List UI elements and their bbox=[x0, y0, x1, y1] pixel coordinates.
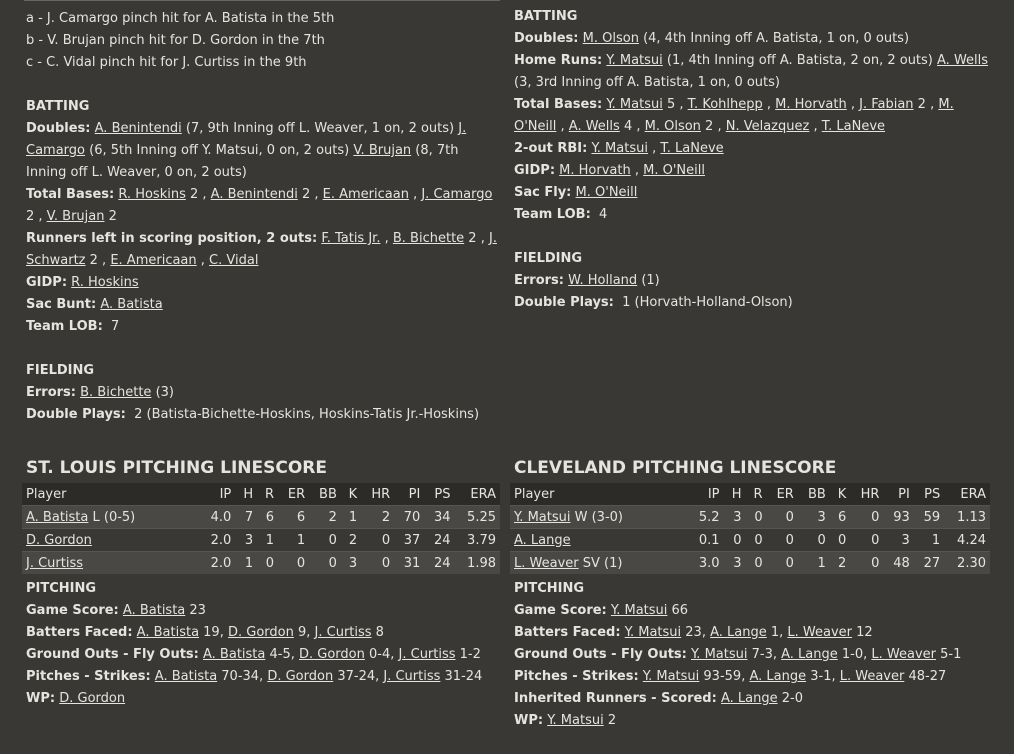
player-link[interactable]: Y. Matsui bbox=[642, 669, 700, 684]
stl-column bbox=[26, 8, 500, 426]
player-link[interactable]: M. Olson bbox=[582, 31, 639, 46]
player-link[interactable]: A. Lange bbox=[710, 625, 767, 640]
player-link[interactable]: A. Batista bbox=[154, 669, 218, 684]
table-header: Player IP H R ER BB K HR PI PS ERA bbox=[22, 483, 500, 506]
player-link[interactable]: J. Camargo bbox=[421, 187, 493, 202]
player-link[interactable]: J. Curtiss bbox=[26, 555, 84, 571]
player-link[interactable]: M. O'Neill bbox=[514, 97, 954, 134]
stl-team-lob: Team LOB: 7 bbox=[26, 319, 120, 334]
player-link[interactable]: V. Brujan bbox=[46, 209, 105, 224]
player-link[interactable]: T. LaNeve bbox=[660, 141, 724, 156]
player-link[interactable]: A. Lange bbox=[514, 532, 571, 548]
player-link[interactable]: B. Bichette bbox=[392, 231, 465, 246]
player-link[interactable]: A. Batista bbox=[203, 647, 266, 662]
cle-total-bases: Total Bases: Y. Matsui 5 , T. Kohlhepp , M. Horvath , J. Fabian 2 , M. O'Neill , A. Wells 4 , M. Olson 2 , N. Velazquez , T. LaNeve bbox=[514, 97, 954, 134]
cle-fielding-heading: FIELDING bbox=[514, 251, 583, 266]
player-link[interactable]: Y. Matsui bbox=[691, 647, 748, 662]
player-link[interactable]: A. Benintendi bbox=[210, 187, 298, 202]
player-link[interactable]: M. Horvath bbox=[775, 97, 847, 112]
player-link[interactable]: A. Batista bbox=[122, 603, 186, 618]
cle-double-plays: Double Plays: 1 (Horvath-Holland-Olson) bbox=[514, 295, 793, 310]
cle-team-lob: Team LOB: 4 bbox=[514, 207, 608, 222]
player-link[interactable]: A. Batista bbox=[100, 297, 163, 312]
cle-sac-fly: Sac Fly: M. O'Neill bbox=[514, 185, 638, 200]
stl-pitching-title: ST. LOUIS PITCHING LINESCORE bbox=[26, 458, 327, 478]
player-link[interactable]: N. Velazquez bbox=[725, 119, 810, 134]
player-link[interactable]: J. Camargo bbox=[26, 121, 467, 158]
player-link[interactable]: Y. Matsui bbox=[606, 53, 663, 68]
table-row: D. Gordon 2.0 3 1 1 0 2 0 37 24 3.79 bbox=[22, 529, 500, 552]
cle-column bbox=[514, 6, 990, 314]
player-link[interactable]: E. Americaan bbox=[110, 253, 197, 268]
player-link[interactable]: V. Brujan bbox=[353, 143, 412, 158]
player-link[interactable]: A. Batista bbox=[136, 625, 200, 640]
stl-batting-heading: BATTING bbox=[26, 99, 90, 114]
cle-home-runs: Home Runs: Y. Matsui (1, 4th Inning off A. Batista, 2 on, 2 outs) A. Wells (3, 3rd Inning off A. Batista, 1 on, 0 outs) bbox=[514, 53, 989, 90]
player-link[interactable]: D. Gordon bbox=[59, 691, 126, 706]
player-link[interactable]: L. Weaver bbox=[839, 669, 905, 684]
cle-pitching-title: CLEVELAND PITCHING LINESCORE bbox=[514, 458, 837, 478]
player-link[interactable]: R. Hoskins bbox=[118, 187, 186, 202]
stl-fielding-heading: FIELDING bbox=[26, 363, 95, 378]
player-link[interactable]: D. Gordon bbox=[299, 647, 365, 662]
cle-pitching-details: PITCHING Game Score: Y. Matsui 66 Batters Faced: Y. Matsui 23, A. Lange 1, L. Weaver 12 Ground Outs - Fly Outs: Y. Matsui 7-3, A. Lange 1-0, L. Weaver 5-1 Pitches - Strikes: Y. Matsui 93-59, A. Lange 3-1, L. Weaver 48-27 Inherited Runners - Scored: A. Lange 2-0 WP: Y. Matsui 2 bbox=[514, 578, 990, 732]
player-link[interactable]: J. Curtiss bbox=[398, 647, 456, 662]
player-link[interactable]: C. Vidal bbox=[209, 253, 259, 268]
player-link[interactable]: Y. Matsui bbox=[610, 603, 668, 618]
player-link[interactable]: A. Wells bbox=[937, 53, 989, 68]
player-link[interactable]: L. Weaver bbox=[871, 647, 937, 662]
stl-risp: Runners left in scoring position, 2 outs: F. Tatis Jr. , B. Bichette 2 , J. Schwartz 2 , E. Americaan , C. Vidal bbox=[26, 231, 497, 268]
player-link[interactable]: A. Lange bbox=[720, 691, 778, 706]
player-link[interactable]: J. Schwartz bbox=[26, 231, 497, 268]
player-link[interactable]: J. Fabian bbox=[859, 97, 914, 112]
player-link[interactable]: M. Horvath bbox=[559, 163, 631, 178]
cle-gidp: GIDP: M. Horvath , M. O'Neill bbox=[514, 163, 705, 178]
player-link[interactable]: J. Curtiss bbox=[383, 669, 441, 684]
player-link[interactable]: Y. Matsui bbox=[624, 625, 682, 640]
player-link[interactable]: E. Americaan bbox=[322, 187, 409, 202]
player-link[interactable]: T. Kohlhepp bbox=[687, 97, 763, 112]
stl-gidp: GIDP: R. Hoskins bbox=[26, 275, 139, 290]
player-link[interactable]: W. Holland bbox=[568, 273, 638, 288]
player-link[interactable]: M. O'Neill bbox=[643, 163, 705, 178]
stl-pitching-heading: PITCHING bbox=[26, 581, 97, 596]
stl-doubles: Doubles: A. Benintendi (7, 9th Inning off L. Weaver, 1 on, 2 outs) J. Camargo (6, 5th Inning off Y. Matsui, 0 on, 2 outs) V. Brujan (8, 7th Inning off L. Weaver, 0 on, 2 outs) bbox=[26, 121, 467, 180]
player-link[interactable]: A. Wells bbox=[568, 119, 620, 134]
stl-note-c: c - C. Vidal pinch hit for J. Curtiss in the 9th bbox=[26, 55, 307, 70]
player-link[interactable]: L. Weaver bbox=[787, 625, 853, 640]
player-link[interactable]: A. Lange bbox=[749, 669, 807, 684]
cle-pitching-table bbox=[510, 483, 990, 574]
cle-pitching-heading: PITCHING bbox=[514, 581, 585, 596]
player-link[interactable]: L. Weaver bbox=[514, 555, 579, 571]
cle-errors: Errors: W. Holland (1) bbox=[514, 273, 660, 288]
table-row: J. Curtiss 2.0 1 0 0 0 3 0 31 24 1.98 bbox=[22, 552, 500, 575]
stl-note-a: a - J. Camargo pinch hit for A. Batista in the 5th bbox=[26, 11, 335, 26]
table-row: A. Batista L (0-5) 4.0 7 6 6 2 1 2 70 34 5.25 bbox=[22, 506, 500, 529]
stl-errors: Errors: B. Bichette (3) bbox=[26, 385, 174, 400]
player-link[interactable]: A. Batista bbox=[26, 509, 89, 525]
stl-note-b: b - V. Brujan pinch hit for D. Gordon in the 7th bbox=[26, 33, 325, 48]
player-link[interactable]: Y. Matsui bbox=[591, 141, 648, 156]
stl-total-bases: Total Bases: R. Hoskins 2 , A. Benintendi 2 , E. Americaan , J. Camargo 2 , V. Brujan 2 bbox=[26, 187, 493, 224]
player-link[interactable]: Y. Matsui bbox=[606, 97, 663, 112]
player-link[interactable]: M. O'Neill bbox=[575, 185, 638, 200]
player-link[interactable]: F. Tatis Jr. bbox=[321, 231, 381, 246]
stl-double-plays: Double Plays: 2 (Batista-Bichette-Hoskins, Hoskins-Tatis Jr.-Hoskins) bbox=[26, 407, 480, 422]
player-link[interactable]: J. Curtiss bbox=[314, 625, 372, 640]
player-link[interactable]: Y. Matsui bbox=[547, 713, 604, 728]
player-link[interactable]: T. LaNeve bbox=[821, 119, 886, 134]
table-row: L. Weaver SV (1) 3.0 3 0 0 1 2 0 48 27 2.30 bbox=[510, 552, 990, 575]
cle-two-out-rbi: 2-out RBI: Y. Matsui , T. LaNeve bbox=[514, 141, 724, 156]
stl-pitching-details: PITCHING Game Score: A. Batista 23 Batters Faced: A. Batista 19, D. Gordon 9, J. Curtiss 8 Ground Outs - Fly Outs: A. Batista 4-5, D. Gordon 0-4, J. Curtiss 1-2 Pitches - Strikes: A. Batista 70-34, D. Gordon 37-24, J. Curtiss 31-24 WP: D. Gordon bbox=[26, 578, 500, 710]
player-link[interactable]: D. Gordon bbox=[26, 532, 92, 548]
player-link[interactable]: D. Gordon bbox=[227, 625, 294, 640]
player-link[interactable]: M. Olson bbox=[644, 119, 701, 134]
player-link[interactable]: A. Benintendi bbox=[94, 121, 182, 136]
cle-doubles: Doubles: M. Olson (4, 4th Inning off A. Batista, 1 on, 0 outs) bbox=[514, 31, 910, 46]
table-header: Player IP H R ER BB K HR PI PS ERA bbox=[510, 483, 990, 506]
top-divider bbox=[24, 0, 500, 5]
stl-pitching-table bbox=[22, 483, 500, 574]
cle-batting-heading: BATTING bbox=[514, 9, 578, 24]
player-link[interactable]: D. Gordon bbox=[267, 669, 334, 684]
player-link[interactable]: B. Bichette bbox=[80, 385, 152, 400]
player-link[interactable]: A. Lange bbox=[781, 647, 838, 662]
player-link[interactable]: R. Hoskins bbox=[71, 275, 139, 290]
stl-sac-bunt: Sac Bunt: A. Batista bbox=[26, 297, 163, 312]
table-row: Y. Matsui W (3-0) 5.2 3 0 0 3 6 0 93 59 1.13 bbox=[510, 506, 990, 529]
player-link[interactable]: Y. Matsui bbox=[514, 509, 571, 525]
table-row: A. Lange 0.1 0 0 0 0 0 0 3 1 4.24 bbox=[510, 529, 990, 552]
